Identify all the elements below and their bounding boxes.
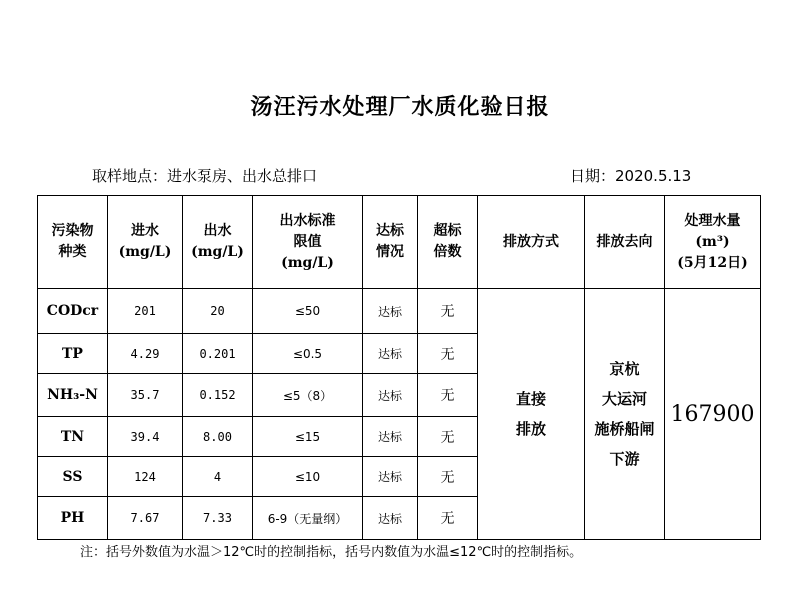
discharge-destination-line: 施桥船闸 (594, 420, 655, 438)
header-effluent (183, 196, 253, 289)
influent-value-cell: 39.4 (108, 417, 183, 457)
effluent-value-cell: 0.152 (183, 374, 253, 417)
limit-value-cell: ≤10 (253, 457, 363, 497)
limit-value-cell: ≤0.5 (253, 334, 363, 374)
effluent-value-cell: 20 (183, 289, 253, 334)
limit-value-cell: ≤15 (253, 417, 363, 457)
header-exceed-ratio (418, 196, 478, 289)
header-line: 种类 (58, 244, 87, 260)
header-treated-volume (665, 196, 761, 289)
header-effluent-limit (253, 196, 363, 289)
exceed-ratio-cell: 无 (418, 334, 478, 374)
header-line: 排放方式 (503, 233, 559, 250)
header-line: (5月12日) (677, 254, 748, 271)
exceed-ratio-cell: 无 (418, 289, 478, 334)
header-pollutant-type (38, 196, 108, 289)
header-line: 出水 (203, 223, 232, 239)
header-line: 处理水量 (684, 212, 741, 229)
water-quality-table (37, 195, 761, 540)
influent-value-cell: 35.7 (108, 374, 183, 417)
compliance-cell: 达标 (363, 374, 418, 417)
compliance-cell: 达标 (363, 457, 418, 497)
exceed-ratio-cell: 无 (418, 417, 478, 457)
compliance-cell: 达标 (363, 417, 418, 457)
compliance-cell: 达标 (363, 289, 418, 334)
discharge-method-line: 直接 (515, 390, 546, 408)
table-row (38, 289, 761, 334)
exceed-ratio-cell: 无 (418, 497, 478, 540)
footnote: 注：括号外数值为水温＞12℃时的控制指标，括号内数值为水温≤12℃时的控制指标。 (80, 545, 583, 560)
pollutant-name-cell: NH₃-N (38, 374, 108, 417)
discharge-destination-line: 大运河 (601, 390, 647, 408)
discharge-destination-line: 京杭 (609, 360, 640, 378)
influent-value-cell: 7.67 (108, 497, 183, 540)
header-line: 达标 (376, 223, 404, 239)
header-line: 限值 (293, 233, 322, 250)
header-line: (m³) (695, 233, 730, 250)
pollutant-name-cell: PH (38, 497, 108, 540)
effluent-value-cell: 4 (183, 457, 253, 497)
header-line: 进水 (131, 223, 159, 239)
effluent-value-cell: 8.00 (183, 417, 253, 457)
effluent-value-cell: 7.33 (183, 497, 253, 540)
header-line: 情况 (376, 244, 404, 260)
limit-value-cell: 6-9（无量纲） (253, 497, 363, 540)
exceed-ratio-cell: 无 (418, 457, 478, 497)
limit-value-cell: ≤50 (253, 289, 363, 334)
header-influent (108, 196, 183, 289)
compliance-cell: 达标 (363, 497, 418, 540)
exceed-ratio-cell: 无 (418, 374, 478, 417)
discharge-destination-cell (585, 289, 665, 540)
header-line: 出水标准 (279, 212, 336, 229)
discharge-method-cell (478, 289, 585, 540)
header-line: (mg/L) (281, 254, 334, 271)
report-title: 汤汪污水处理厂水质化验日报 (250, 95, 550, 120)
effluent-value-cell: 0.201 (183, 334, 253, 374)
header-compliance (363, 196, 418, 289)
header-line: (mg/L) (118, 244, 172, 260)
pollutant-name-cell: TN (38, 417, 108, 457)
header-discharge-method (478, 196, 585, 289)
treated-volume-cell: 167900 (665, 289, 761, 540)
pollutant-name-cell: CODcr (38, 289, 108, 334)
pollutant-name-cell: TP (38, 334, 108, 374)
influent-value-cell: 4.29 (108, 334, 183, 374)
sampling-location: 取样地点：进水泵房、出水总排口 (92, 167, 318, 185)
discharge-destination-line: 下游 (609, 450, 640, 468)
pollutant-name-cell: SS (38, 457, 108, 497)
compliance-cell: 达标 (363, 334, 418, 374)
limit-value-cell: ≤5（8） (253, 374, 363, 417)
header-row (38, 196, 761, 289)
influent-value-cell: 124 (108, 457, 183, 497)
discharge-method-line: 排放 (515, 420, 546, 438)
influent-value-cell: 201 (108, 289, 183, 334)
header-line: (mg/L) (191, 244, 244, 260)
header-discharge-destination (585, 196, 665, 289)
header-line: 排放去向 (596, 233, 653, 250)
header-line: 污染物 (51, 223, 94, 239)
header-line: 倍数 (433, 244, 462, 260)
header-line: 超标 (433, 223, 462, 239)
report-date: 日期：2020.5.13 (570, 167, 692, 185)
